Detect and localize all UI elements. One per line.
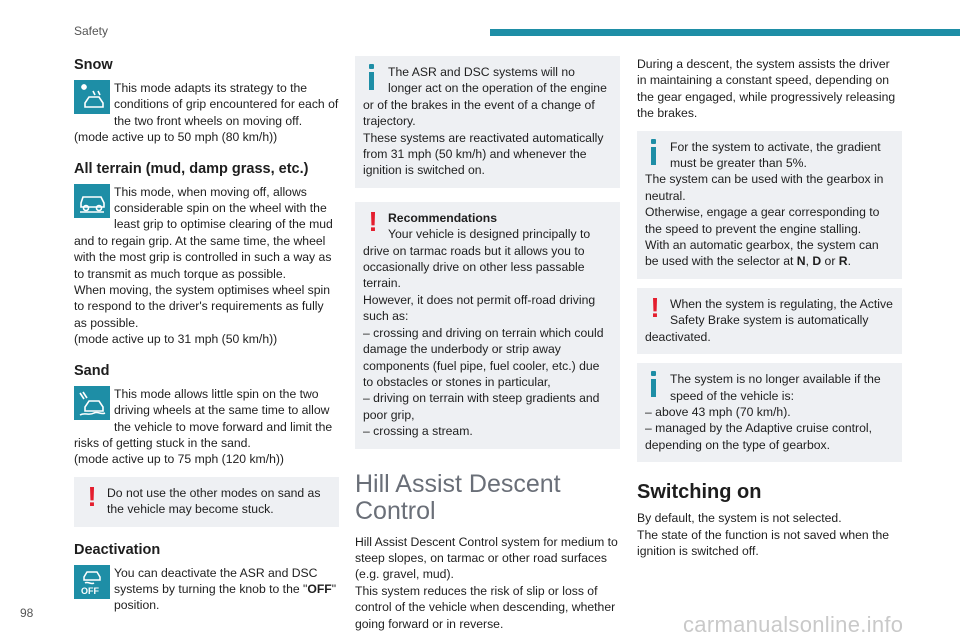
- recommendations-box: [355, 202, 620, 449]
- hill-assist-heading: Hill Assist Descent Control: [355, 469, 561, 525]
- sand-heading: Sand: [74, 362, 110, 379]
- all-terrain-speed: (mode active up to 31 mph (50 km/h)): [74, 332, 278, 347]
- recommendations-text-2: However, it does not permit off-road driving such as:: [363, 292, 596, 324]
- recommendations-item-3: – crossing a stream.: [363, 424, 473, 439]
- switching-on-text-1: By default, the system is not selected.: [637, 511, 842, 526]
- warning-icon: !: [650, 291, 660, 323]
- availability-info-text-1: The system is no longer available if the speed of the vehicle is:: [670, 372, 881, 403]
- availability-info-box: [637, 363, 902, 462]
- page-header-title: Safety: [74, 24, 109, 38]
- off-mode-icon: [74, 565, 110, 599]
- hill-assist-text-2: This system reduces the risk of slip or loss of control of the vehicle when descending, whether going forward or in reverse.: [355, 583, 616, 631]
- asr-dsc-info-text: The ASR and DSC systems will no longer act on the operation of the engine or of the brakes in the event of a change of trajectory.: [363, 65, 607, 129]
- availability-info-text-3: – managed by the Adaptive cruise control, depending on the type of gearbox.: [645, 421, 872, 452]
- activation-info-box: [637, 131, 902, 279]
- deactivation-heading: Deactivation: [74, 541, 161, 558]
- recommendations-text-1: Your vehicle is designed principally to drive on tarmac roads but it allows you to occasionally drive on other less passable terrain.: [363, 227, 591, 291]
- deactivation-text: You can deactivate the ASR and DSC systems by turning the knob to the "OFF" position.: [114, 565, 337, 613]
- warning-icon: !: [87, 480, 97, 512]
- info-icon: [363, 64, 383, 90]
- switching-on-heading: Switching on: [637, 481, 762, 504]
- all-terrain-text-2: When moving, the system optimises wheel spin to respond to the driver's requirements as fully as possible.: [74, 283, 331, 330]
- sand-warning-text: Do not use the other modes on sand as the vehicle may become stuck.: [107, 485, 321, 517]
- page-number: 98: [20, 606, 34, 620]
- column-1: [74, 56, 339, 614]
- recommendations-item-2: – driving on terrain with steep gradients and poor grip,: [363, 391, 600, 422]
- svg-text:OFF: OFF: [81, 585, 99, 596]
- activation-info-text-4: With an automatic gearbox, the system can be used with the selector at N, D or R.: [645, 238, 879, 269]
- column-3: [637, 56, 902, 559]
- all-terrain-heading: All terrain (mud, damp grass, etc.): [74, 160, 309, 177]
- active-safety-brake-warning-box: [637, 288, 902, 354]
- activation-info-text-2: The system can be used with the gearbox in neutral.: [645, 172, 884, 203]
- watermark: carmanualsonline.info: [683, 612, 904, 637]
- sand-speed: (mode active up to 75 mph (120 km/h)): [74, 452, 284, 467]
- asr-dsc-info-box: [355, 56, 620, 188]
- asr-dsc-info-text-2: These systems are reactivated automatically from 31 mph (50 km/h) and whenever the ignition is switched on.: [363, 130, 604, 178]
- snow-mode-icon: [74, 80, 110, 114]
- activation-info-text-1: For the system to activate, the gradient must be greater than 5%.: [670, 139, 881, 171]
- activation-info-text-3: Otherwise, engage a gear corresponding to the speed to prevent the engine stalling.: [645, 205, 880, 236]
- snow-heading: Snow: [74, 57, 113, 73]
- recommendations-title: Recommendations: [388, 210, 498, 225]
- sand-warning-box: [74, 477, 339, 527]
- info-icon: [645, 371, 665, 397]
- info-icon: [645, 139, 665, 165]
- snow-speed: (mode active up to 50 mph (80 km/h)): [74, 130, 278, 145]
- warning-icon: !: [368, 205, 378, 237]
- header-accent-bar: [490, 29, 960, 36]
- descent-text: During a descent, the system assists the driver in maintaining a constant speed, depending on the gear engaged, while progressively releasing the brakes.: [637, 57, 896, 121]
- sand-mode-icon: [74, 386, 110, 420]
- sand-text: This mode allows little spin on the two driving wheels at the same time to allow the vehicle to move forward and limit the risks of getting stuck in the sand.: [74, 386, 333, 450]
- switching-on-text-2: The state of the function is not saved when the ignition is switched off.: [637, 527, 890, 558]
- all-terrain-mode-icon: [74, 184, 110, 218]
- snow-text: This mode adapts its strategy to the conditions of grip encountered for each of the two front wheels on moving off.: [114, 81, 339, 128]
- column-2: [355, 56, 620, 632]
- hill-assist-text-1: Hill Assist Descent Control system for medium to steep slopes, on tarmac or other road surfaces (e.g. gravel, mud).: [355, 534, 618, 582]
- availability-info-text-2: – above 43 mph (70 km/h).: [645, 404, 791, 419]
- all-terrain-text: This mode, when moving off, allows considerable spin on the wheel with the least grip to optimise clearing of the mud and to regain grip. At the same time, the wheel with the most grip is controlled in such a way as to transmit as much torque as possible.: [74, 184, 333, 281]
- active-safety-brake-warning-text: When the system is regulating, the Active Safety Brake system is automatically deactivated.: [645, 296, 893, 344]
- recommendations-item-1: – crossing and driving on terrain which could damage the underbody or strip away components (fuel pipe, fuel cooler, etc.) due to obstacles or stones in particular,: [363, 325, 604, 389]
